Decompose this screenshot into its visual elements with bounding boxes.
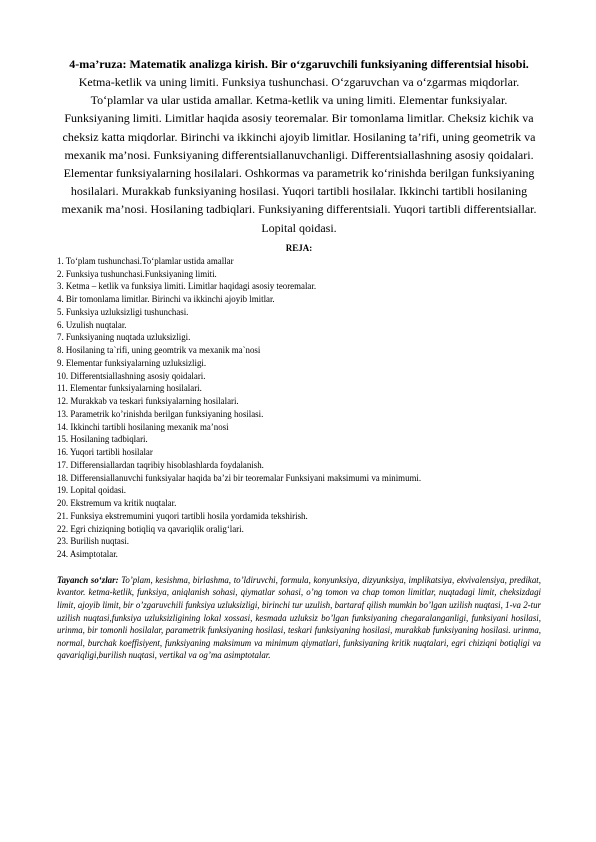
keywords-label: Tayanch so‘zlar: (57, 574, 119, 585)
plan-item: 4. Bir tomonlama limitlar. Birinchi va ikkinchi ajoyib lmitlar. (57, 294, 275, 305)
plan-item: 6. Uzulish nuqtalar. (57, 319, 127, 330)
plan-item: 2. Funksiya tushunchasi.Funksiyaning limiti. (57, 268, 217, 279)
lecture-title: 4-ma’ruza: Matematik analizga kirish. Bir o‘zgaruvchili funksiyaning differentsial hisobi. (69, 57, 529, 71)
plan-heading: REJA: (285, 242, 313, 253)
plan-item: 12. Murakkab va teskari funksiyalarning hosilalari. (57, 396, 239, 407)
plan-item: 19. Lopital qoidasi. (57, 485, 127, 496)
plan-item: 18. Differensiallanuvchi funksiyalar haqida ba’zi bir teoremalar Funksiyani maksimumi va minimumi. (57, 472, 422, 483)
plan-item: 21. Funksiya ekstremumini yuqori tartibli hosila yordamida tekshirish. (57, 510, 308, 521)
plan-item: 3. Ketma – ketlik va funksiya limiti. Limitlar haqidagi asosiy teoremalar. (57, 281, 317, 292)
keywords-paragraph (57, 574, 541, 662)
plan-item: 20. Ekstremum va kritik nuqtalar. (57, 498, 177, 509)
lecture-intro: Ketma-ketlik va uning limiti. Funksiya tushunchasi. O‘zgaruvchan va o‘zgarmas miqdorlar. To‘plamlar va ular ustida amallar. Ketma-ketlik va uning limiti. Elementar funksiyalar. Funksiyaning limiti. Limitlar haqida asosiy teoremalar. Bir tomonlama limitlar. Cheksiz kichik va cheksiz katta miqdorlar. Birinchi va ikkinchi ajoyib limitlar. Hosilaning ta’rifi, uning geometrik va mexanik ma’nosi. Funksiyaning differentsiallanuvchanligi. Differentsiallashning asosiy qoidalari. Elementar funksiyalarning hosilalari. Oshkormas va parametrik ko‘rinishda berilgan funksiyaning hosilalari. Murakkab funksiyaning hosilasi. Yuqori tartibli hosilalar. Ikkinchi tartibli hosilaning mexanik ma’nosi. Hosilaning tadbiqlari. Funksiyaning differentsiali. Yuqori tartibli differentsiallar. Lopital qoidasi. (61, 75, 537, 235)
plan-item: 11. Elementar funksiyalarning hosilalari. (57, 383, 202, 394)
plan-item: 7. Funksiyaning nuqtada uzluksizligi. (57, 332, 191, 343)
plan-list (57, 255, 541, 561)
keywords-text: To’plam, kesishma, birlashma, to’ldiruvchi, formula, konyunksiya, dizyunksiya, implikatsiya, ekvivalensiya, predikat, kvantor. ketma-ketlik, funksiya, aniqlanish sohasi, qiymatlar sohasi, o’ng tomon va chap tomon limitlar, nuqtadagi limit, cheksizdagi limit, ajoyib limit, bir o’zgaruvchili funksiya uzluksizligi, birinchi tur uzulish, bartaraf qilish mumkin bo’lgan uzilish nuqtasi, 1-va 2-tur uzilish nuqtasi,funksiya uzluksizligining lokal xossasi, kesmada uzluksiz bo’lgan funksiyaning chegaralanganligi, funksiyani hosilasi, urinma, bir tomonli hosilalar, parametrik funksiyaning hosilasi, teskari funksiyaning hosilasi, murakkab funksiyaning hosilasi. urinma, normal, burchak koeffisiyent, funksiyaning maksimum va minimum qiymatlari, funksiyaning kritik nuqtalari, egri chiziqni botiqligi va qavariqligi,burilish nuqtasi, vertikal va og’ma asimptotalar. (57, 574, 541, 661)
plan-item: 24. Asimptotalar. (57, 549, 118, 560)
plan-item: 10. Differentsiallashning asosiy qoidalari. (57, 370, 206, 381)
plan-item: 8. Hosilaning ta`rifi, uning geomtrik va mexanik ma`nosi (57, 345, 261, 356)
plan-item: 5. Funksiya uzluksizligi tushunchasi. (57, 306, 189, 317)
plan-item: 1. To‘plam tushunchasi.To‘plamlar ustida amallar (57, 255, 234, 266)
plan-item: 17. Differensiallardan taqribiy hisoblashlarda foydalanish. (57, 459, 264, 470)
plan-item: 16. Yuqori tartibli hosilalar (57, 447, 153, 458)
plan-item: 14. Ikkinchi tartibli hosilaning mexanik ma’nosi (57, 421, 229, 432)
plan-item: 13. Parametrik ko’rinishda berilgan funksiyaning hosilasi. (57, 408, 264, 419)
plan-item: 22. Egri chiziqning botiqliq va qavariqlik oralig‘lari. (57, 523, 244, 534)
plan-item: 15. Hosilaning tadbiqlari. (57, 434, 148, 445)
plan-item: 23. Burilish nuqtasi. (57, 536, 129, 547)
plan-item: 9. Elementar funksiyalarning uzluksizligi. (57, 357, 207, 368)
